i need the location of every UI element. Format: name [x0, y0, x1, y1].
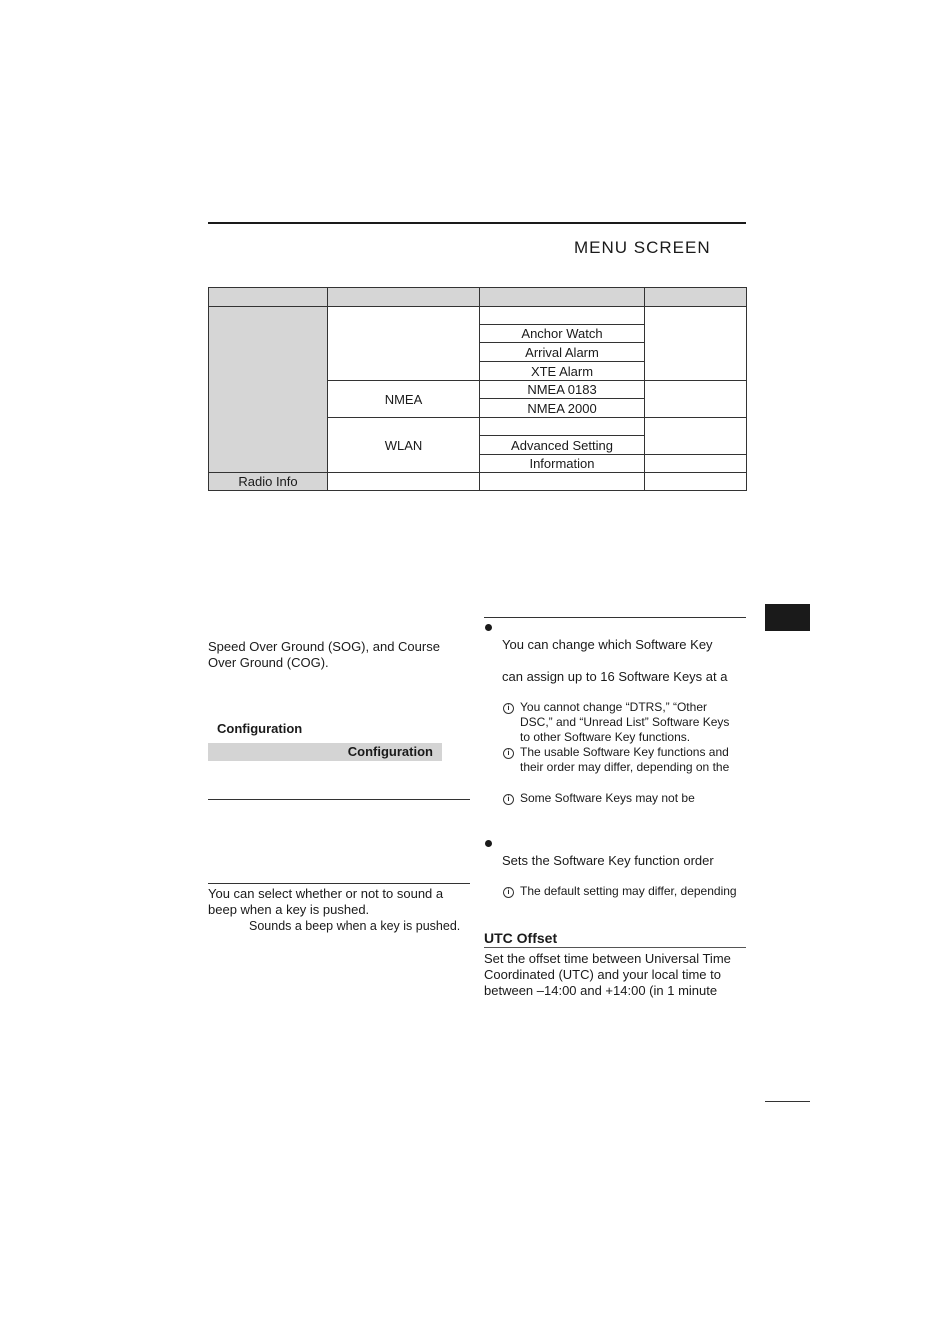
menu-table [208, 287, 747, 491]
utc-text-line1: Set the offset time between Universal Time [484, 951, 731, 966]
table-header-cell [644, 287, 747, 307]
table-cell [644, 417, 747, 455]
note1-line1: You cannot change “DTRS,” “Other [520, 700, 707, 714]
table-cell [479, 417, 645, 436]
beep-text-line3: Sounds a beep when a key is pushed. [249, 919, 461, 933]
note1-line2: DSC,” and “Unread List” Software Keys [520, 715, 730, 729]
table-cell-nmea: NMEA [327, 380, 480, 418]
table-cell [327, 472, 480, 491]
note2-line2: their order may differ, depending on the [520, 760, 730, 774]
top-rule [208, 222, 746, 224]
note4-line1: The default setting may differ, depending [520, 884, 737, 898]
software-key-text-line1: You can change which Software Key [502, 637, 713, 652]
table-cell [479, 306, 645, 325]
table-cell-arrival-alarm: Arrival Alarm [479, 342, 645, 362]
table-cell-anchor-watch: Anchor Watch [479, 324, 645, 343]
note-icon: i [503, 703, 514, 714]
note2-line1: The usable Software Key functions and [520, 745, 729, 759]
software-key-text-line2: can assign up to 16 Software Keys at a [502, 669, 728, 684]
chapter-tab [765, 604, 810, 631]
page-number-rule [765, 1101, 810, 1102]
sog-text-line2: Over Ground (COG). [208, 655, 329, 670]
table-cell-wlan: WLAN [327, 417, 480, 473]
table-group-cell [208, 306, 328, 473]
order-text-line1: Sets the Software Key function order [502, 853, 714, 868]
divider [484, 617, 746, 618]
table-cell [644, 380, 747, 418]
table-cell [479, 472, 645, 491]
configuration-bar-label: Configuration [347, 744, 433, 759]
utc-text-line3: between –14:00 and +14:00 (in 1 minute [484, 983, 718, 998]
table-header-cell [208, 287, 328, 307]
table-cell [644, 472, 747, 491]
configuration-label: Configuration [217, 721, 303, 736]
table-row-radio-info: Radio Info [208, 472, 328, 491]
note-icon: i [503, 794, 514, 805]
section-title: MENU SCREEN [574, 238, 711, 257]
utc-offset-heading: UTC Offset [484, 930, 558, 946]
table-cell [644, 454, 747, 473]
table-cell-nmea-2000: NMEA 2000 [479, 398, 645, 418]
sog-text-line1: Speed Over Ground (SOG), and Course [208, 639, 440, 654]
table-cell-nmea-0183: NMEA 0183 [479, 380, 645, 399]
table-cell [327, 306, 480, 381]
note1-line3: to other Software Key functions. [520, 730, 691, 744]
beep-text-line1: You can select whether or not to sound a [208, 886, 444, 901]
table-cell-advanced-setting: Advanced Setting [479, 435, 645, 455]
configuration-bar [208, 743, 442, 761]
table-header-cell [479, 287, 645, 307]
utc-text-line2: Coordinated (UTC) and your local time to [484, 967, 721, 982]
table-header-cell [327, 287, 480, 307]
bullet-icon [485, 624, 492, 631]
divider [208, 799, 470, 800]
divider [208, 883, 470, 884]
table-cell-information: Information [479, 454, 645, 473]
table-cell-xte-alarm: XTE Alarm [479, 361, 645, 381]
divider [484, 947, 746, 948]
note-icon: i [503, 748, 514, 759]
table-cell [644, 306, 747, 381]
note3-line1: Some Software Keys may not be [520, 791, 695, 805]
note-icon: i [503, 887, 514, 898]
bullet-icon [485, 840, 492, 847]
beep-text-line2: beep when a key is pushed. [208, 902, 370, 917]
